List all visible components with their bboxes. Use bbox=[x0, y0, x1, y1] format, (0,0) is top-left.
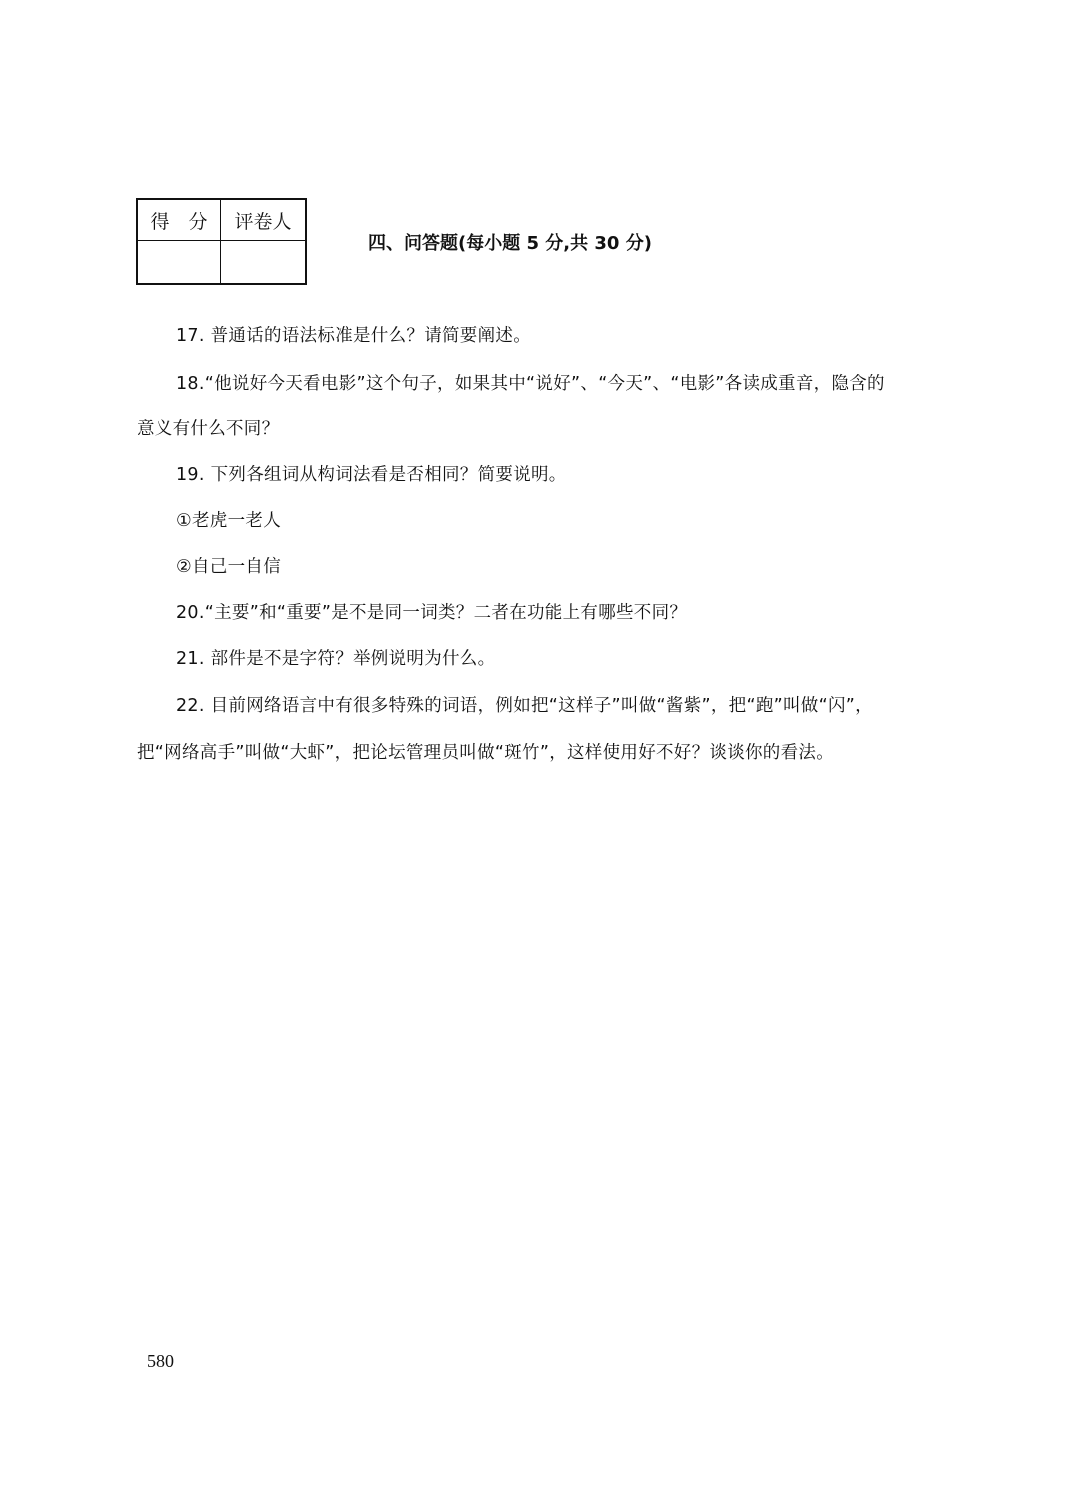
question-18-continued: 意义有什么不同？ bbox=[137, 419, 280, 439]
section-title: 四、问答题(每小题 5 分,共 30 分) bbox=[368, 233, 652, 254]
score-cell bbox=[137, 241, 221, 285]
question-19-item-2: ②自己一自信 bbox=[176, 557, 281, 577]
question-17: 17. 普通话的语法标准是什么？请简要阐述。 bbox=[176, 326, 531, 346]
question-20: 20.“主要”和“重要”是不是同一词类？二者在功能上有哪些不同？ bbox=[176, 603, 688, 623]
grader-cell bbox=[221, 241, 307, 285]
score-label: 得 分 bbox=[137, 199, 221, 241]
page-number: 580 bbox=[147, 1351, 174, 1371]
question-22: 22. 目前网络语言中有很多特殊的词语，例如把“这样子”叫做“酱紫”，把“跑”叫做“闪”， bbox=[176, 696, 873, 716]
question-19: 19. 下列各组词从构词法看是否相同？简要说明。 bbox=[176, 465, 567, 485]
score-table bbox=[136, 198, 307, 285]
question-18: 18.“他说好今天看电影”这个句子，如果其中“说好”、“今天”、“电影”各读成重音，隐含的 bbox=[176, 374, 885, 394]
question-22-continued: 把“网络高手”叫做“大虾”，把论坛管理员叫做“斑竹”，这样使用好不好？谈谈你的看法。 bbox=[137, 743, 834, 763]
grader-label: 评卷人 bbox=[221, 199, 307, 241]
question-19-item-1: ①老虎一老人 bbox=[176, 511, 281, 531]
question-21: 21. 部件是不是字符？举例说明为什么。 bbox=[176, 649, 496, 669]
